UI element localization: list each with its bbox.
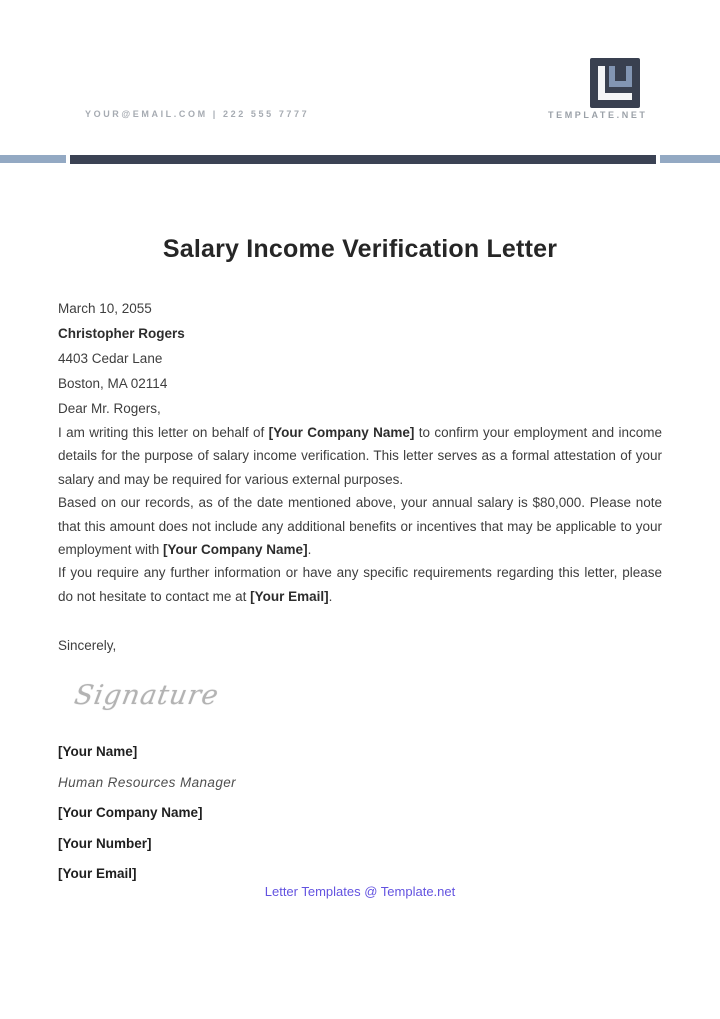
footer (0, 884, 720, 899)
header-divider (0, 154, 720, 164)
logo-u-shape (609, 66, 632, 87)
recipient-address-street: 4403 Cedar Lane (58, 351, 163, 366)
placeholder-company-name: [Your Company Name] (268, 425, 415, 440)
paragraph-3-text-cont: . (328, 588, 333, 604)
divider-left-accent (0, 155, 66, 163)
paragraph-1-text-cont: to confirm your employment and income details for the purpose of salary income verification. This letter serves as a formal attestation of your salary and may be required for various external purposes. (58, 425, 662, 487)
paragraph-3 (58, 561, 662, 608)
letter-body (58, 296, 662, 890)
header-contact-info: YOUR@EMAIL.COM | 222 555 7777 (85, 109, 310, 119)
paragraph-1-text: I am writing this letter on behalf of (58, 425, 269, 440)
signature-image: Signature (72, 680, 222, 712)
placeholder-company-name: [Your Company Name] (163, 542, 308, 558)
sender-name-placeholder: [Your Name] (58, 744, 138, 760)
paragraph-2-text-cont: . (307, 542, 312, 558)
paragraph-3-text: If you require any further information or have any specific requirements regarding this letter, please do not hesitate to contact me at (58, 565, 662, 604)
sender-block (58, 737, 662, 890)
sender-company-placeholder: [Your Company Name] (58, 805, 203, 821)
page-title: Salary Income Verification Letter (162, 235, 558, 263)
sender-role: Human Resources Manager (58, 774, 237, 790)
closing-salutation: Sincerely, (58, 638, 117, 654)
divider-right-accent (660, 155, 720, 163)
logo-l-horizontal (598, 93, 632, 100)
footer-template-link[interactable]: Letter Templates @ Template.net (264, 884, 456, 899)
sender-email-placeholder: [Your Email] (58, 866, 137, 882)
paragraph-2 (58, 491, 662, 561)
recipient-address-city: Boston, MA 02114 (58, 376, 168, 391)
recipient-name: Christopher Rogers (58, 326, 185, 341)
letter-date: March 10, 2055 (58, 301, 152, 316)
divider-dark-bar (70, 155, 656, 164)
template-net-logo-icon (590, 58, 640, 108)
placeholder-email: [Your Email] (250, 588, 329, 604)
brand-name: TEMPLATE.NET (548, 110, 648, 120)
sender-number-placeholder: [Your Number] (58, 835, 152, 851)
salutation: Dear Mr. Rogers, (58, 401, 161, 416)
paragraph-1 (58, 421, 662, 491)
paragraph-2-text: Based on our records, as of the date mentioned above, your annual salary is $80,000. Please note that this amount does not include any additional benefits or incentives that may be applicable to your employment with (58, 495, 662, 558)
